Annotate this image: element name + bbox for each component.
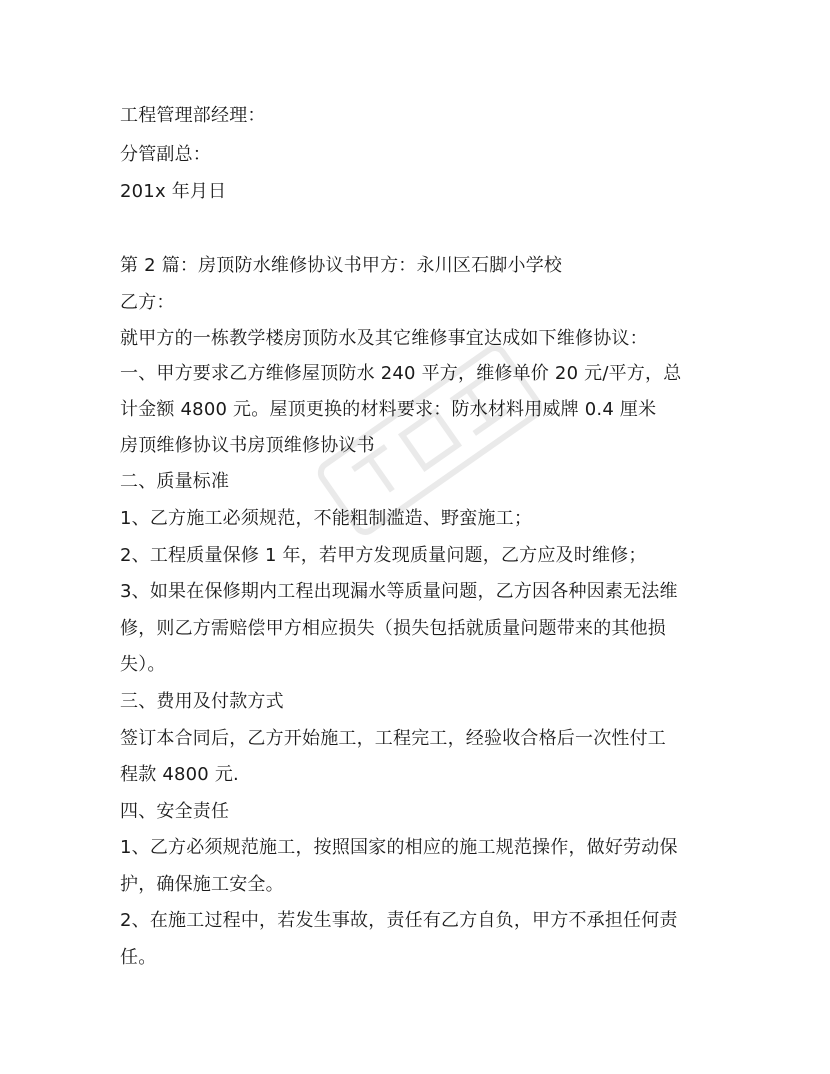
paragraph-line: 一、甲方要求乙方维修屋顶防水 240 平方，维修单价 20 元/平方，总 (120, 363, 682, 384)
list-item-continuation: 修，则乙方需赔偿甲方相应损失（损失包括就质量问题带来的其他损 (120, 618, 666, 639)
manager-signature-line: 工程管理部经理： (120, 105, 266, 126)
list-item-continuation: 失）。 (120, 654, 166, 675)
list-item: 1、乙方施工必须规范，不能粗制滥造、野蛮施工； (120, 508, 533, 529)
paragraph-line: 程款 4800 元. (120, 764, 239, 785)
list-item: 2、在施工过程中，若发生事故，责任有乙方自负，甲方不承担任何责 (120, 910, 678, 931)
list-item: 3、如果在保修期内工程出现漏水等质量问题，乙方因各种因素无法维 (120, 581, 678, 602)
date-line: 201x 年月日 (120, 181, 227, 202)
heading-payment: 三、费用及付款方式 (120, 691, 284, 712)
heading-safety: 四、安全责任 (120, 801, 230, 822)
list-item: 2、工程质量保修 1 年，若甲方发现质量问题，乙方应及时维修； (120, 545, 647, 566)
paragraph-line: 签订本合同后，乙方开始施工，工程完工，经验收合格后一次性付工 (120, 728, 666, 749)
intro-paragraph: 就甲方的一栋教学楼房顶防水及其它维修事宜达成如下维修协议： (120, 328, 648, 349)
party-b-line: 乙方： (120, 292, 175, 313)
heading-quality: 二、质量标准 (120, 471, 230, 492)
list-item-continuation: 任。 (120, 947, 157, 968)
paragraph-line: 计金额 4800 元。屋顶更换的材料要求：防水材料用威牌 0.4 厘米 (120, 399, 657, 420)
paragraph-line: 房顶维修协议书房顶维修协议书 (120, 435, 375, 456)
list-item: 1、乙方必须规范施工，按照国家的相应的施工规范操作，做好劳动保 (120, 837, 678, 858)
list-item-continuation: 护，确保施工安全。 (120, 874, 284, 895)
section-title: 第 2 篇：房顶防水维修协议书甲方：永川区石脚小学校 (120, 255, 563, 276)
vice-president-signature-line: 分管副总： (120, 144, 211, 165)
